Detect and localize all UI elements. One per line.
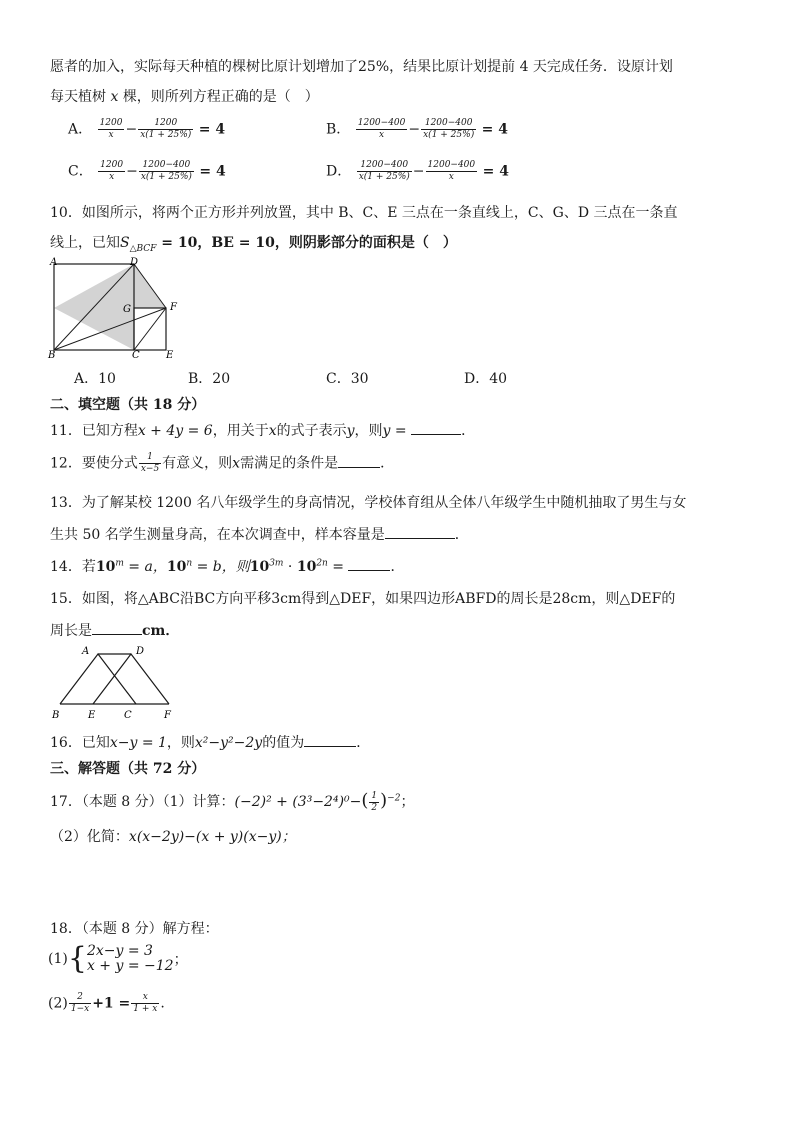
exponent: 2n [316, 558, 328, 569]
label-b: B [52, 710, 60, 721]
q9-option-d[interactable]: D． $\frac{1200-400}{x(1 + 25\%)}$ − $\frac{1200-400}{x}$ = 4 [326, 160, 509, 182]
fraction-denominator: 1−x [70, 1004, 90, 1014]
q14-end: ． [390, 559, 405, 575]
q10-option-c[interactable]: C．30 [326, 371, 369, 387]
answer-blank[interactable] [411, 422, 461, 435]
area-symbol: S [120, 235, 130, 251]
fraction-numerator: 1200−400 [139, 160, 194, 172]
q9-text-a: 每天植树 [50, 89, 106, 105]
base-10: 10 [95, 559, 116, 575]
var-x: x [232, 455, 241, 472]
q9-text-b: 棵，则所列方程正确的是（ ） [122, 89, 319, 105]
q12-text-a: 12．要使分式 [50, 455, 138, 472]
fraction-numerator: 1 [371, 790, 378, 801]
multiply-dot: · [283, 559, 297, 575]
q9-text-line2 [50, 86, 319, 106]
fraction-numerator: x [131, 992, 159, 1004]
q10-option-b[interactable]: B．20 [188, 371, 231, 387]
q14 [50, 556, 404, 576]
fraction-denominator: x(1 + 25%) [358, 172, 410, 182]
exponent: −2 [387, 793, 401, 804]
q17-part1: 17．（本题 8 分）（1）计算：(−2)² + (3³−2⁴)⁰−( $\frac{1}{2}$ )$^{-2}$； [50, 790, 415, 813]
q12 [50, 452, 394, 475]
label-b: B [48, 350, 56, 360]
q16-condition: x−y = 1 [109, 735, 167, 751]
q18-heading: 18．（本题 8 分）解方程： [50, 921, 219, 937]
q13-text-line1: 13．为了解某校 1200 名八年级学生的身高情况，学校体育组从全体八年级学生中随机抽取了男生与女 [50, 495, 687, 511]
q17-expression: (−2)² + (3³−2⁴)⁰− [234, 794, 362, 810]
q9-var-x: x [110, 89, 119, 105]
option-label: A． [68, 121, 93, 138]
equation-2: x + y = −12 [86, 958, 174, 974]
fraction-numerator: 1200 [100, 160, 124, 170]
q18-part2-mid: +1 = [92, 995, 131, 1012]
fraction-denominator: x [109, 172, 115, 182]
equation-rhs: = 4 [482, 163, 509, 180]
q17-text-a: 17．（本题 8 分）（1）计算： [50, 794, 235, 810]
q13-end: ． [454, 527, 469, 543]
shaded-region [54, 264, 166, 350]
q11-end: ． [461, 423, 476, 439]
label-c: C [132, 350, 140, 360]
q14-text-a: 14．若 [50, 559, 96, 575]
q18-part2 [48, 992, 165, 1015]
area-subscript: △BCF [129, 243, 157, 254]
fraction-numerator: 2 [69, 992, 91, 1004]
var-y: y [346, 423, 355, 439]
label-d: D [130, 257, 139, 268]
q17-end: ； [400, 794, 415, 810]
label-e: E [88, 710, 96, 721]
q12-end: ． [380, 455, 395, 472]
equals-sign: = [327, 559, 349, 575]
fraction-denominator: 2 [371, 802, 378, 813]
fraction-numerator: 1200 [138, 118, 193, 130]
q10-option-a[interactable]: A．10 [74, 371, 116, 387]
q12-text-c: 需满足的条件是 [240, 455, 339, 472]
label-d: D [136, 646, 145, 657]
exponent: m [115, 558, 124, 569]
fraction-numerator: 1200−400 [357, 118, 406, 128]
label-c: C [124, 710, 132, 721]
q9-text-line1: 愿者的加入，实际每天种植的棵树比原计划增加了25%，结果比原计划提前 4 天完成任务．设原计划 [50, 59, 673, 75]
var-y: y [382, 423, 391, 439]
fraction-numerator: 1200−400 [421, 118, 476, 130]
q16-text-c: 的值为 [262, 735, 305, 751]
q17-part2 [50, 826, 296, 846]
q10-figure [44, 256, 184, 360]
q15-text-line1: 15．如图，将△ABC沿BC方向平移3cm得到△DEF，如果四边形ABFD的周长是28cm，则△DEF的 [50, 591, 676, 607]
q15-text-line2 [50, 620, 179, 640]
option-label: D． [326, 163, 352, 180]
q16-text-a: 16．已知 [50, 735, 110, 751]
q16-text-b: ，则 [166, 735, 195, 751]
label-f: F [164, 710, 171, 721]
fraction-numerator: 1200 [99, 118, 123, 128]
base-10: 10 [166, 559, 187, 575]
q18-part1 [48, 941, 188, 976]
q9-option-b[interactable]: B． $\frac{1200-400}{x}$ − $\frac{1200-400}{x(1 + 25\%)}$ = 4 [326, 118, 509, 140]
base-10: 10 [249, 559, 270, 575]
option-label: B． [326, 121, 351, 138]
q11-text-a: 11．已知方程 [50, 423, 138, 439]
fraction-numerator: 1 [139, 452, 161, 464]
q13-text-line2 [50, 524, 469, 544]
q15-text-a: 周长是 [50, 623, 92, 639]
var-x: x [268, 423, 277, 439]
equation-rhs: = 4 [199, 163, 226, 180]
label-g: G [123, 304, 131, 315]
section-heading-fill-in: 二、填空题（共 18 分） [50, 397, 206, 413]
q11-text-d: ，则 [354, 423, 383, 439]
exponent: 3m [269, 558, 284, 569]
q11-equation: x + 4y = 6 [137, 423, 213, 439]
answer-blank[interactable] [385, 526, 455, 539]
q10-text-line1: 10．如图所示，将两个正方形并列放置，其中 B、C、E 三点在一条直线上，C、G、D 三点在一条直 [50, 205, 678, 221]
label-a: A [82, 646, 90, 657]
fraction-denominator: x(1 + 25%) [140, 130, 192, 140]
label-f: F [170, 302, 177, 313]
exponent: n [186, 558, 193, 569]
answer-blank[interactable] [338, 455, 380, 468]
q10-text-a: 线上，已知 [50, 235, 120, 251]
fraction-numerator: 1200−400 [357, 160, 412, 172]
q16-end: ． [356, 735, 371, 751]
option-label: C． [68, 163, 93, 180]
q14-text-a-eq: = a， [123, 559, 167, 575]
fraction-denominator: x(1 + 25%) [140, 172, 192, 182]
label-e: E [166, 350, 174, 360]
q17-part2-label: （2）化简： [50, 829, 129, 845]
fraction-denominator: x(1 + 25%) [423, 130, 475, 140]
q13-text: 生共 50 名学生测量身高，在本次调查中，样本容量是 [50, 527, 385, 543]
q18-part1-label: (1) [48, 951, 68, 967]
q10-text-line2 [50, 232, 457, 254]
base-10: 10 [296, 559, 317, 575]
q9-option-a[interactable]: A． $\frac{1200}{x}$ − $\frac{1200}{x(1 + 25\%)}$ = 4 [68, 118, 226, 140]
q14-text-b-eq: = b，则 [192, 559, 250, 575]
q18-part2-label: (2) [48, 995, 68, 1012]
q10-text-b: = 10，BE = 10，则阴影部分的面积是（ ） [156, 235, 457, 251]
answer-blank[interactable] [348, 558, 390, 571]
fraction-denominator: x−5 [140, 464, 160, 474]
q16-expression: x²−y²−2y [194, 735, 263, 751]
q16 [50, 732, 370, 752]
equation-rhs: = 4 [198, 121, 226, 138]
q10-option-d[interactable]: D．40 [464, 371, 508, 387]
q11 [50, 420, 475, 440]
left-brace: { [67, 941, 87, 976]
fraction-denominator: x [108, 130, 114, 140]
equation-rhs: = 4 [481, 121, 509, 138]
q17-part2-expression: x(x−2y)−(x + y)(x−y)； [128, 829, 296, 845]
q18-part2-end: . [160, 995, 165, 1012]
q12-text-b: 有意义，则 [162, 455, 233, 472]
answer-blank[interactable] [92, 622, 142, 635]
section-heading-solve: 三、解答题（共 72 分） [50, 761, 206, 777]
q11-text-c: 的式子表示 [276, 423, 347, 439]
answer-blank[interactable] [304, 734, 356, 747]
fraction-numerator: 1200−400 [427, 160, 476, 170]
equation-1: 2x−y = 3 [86, 943, 153, 959]
q15-unit: cm． [142, 623, 180, 639]
fraction-denominator: x [379, 130, 385, 140]
equation-system [87, 944, 174, 974]
q9-option-c[interactable]: C． $\frac{1200}{x}$ − $\frac{1200-400}{x(1 + 25\%)}$ = 4 [68, 160, 226, 182]
fraction-denominator: x [448, 172, 454, 182]
q11-text-b: ，用关于 [212, 423, 269, 439]
equals-sign: = [390, 423, 412, 439]
q15-figure [50, 642, 180, 722]
q18-part1-end: ； [173, 952, 188, 968]
label-a: A [50, 257, 58, 268]
fraction-denominator: 1 + x [133, 1004, 158, 1014]
